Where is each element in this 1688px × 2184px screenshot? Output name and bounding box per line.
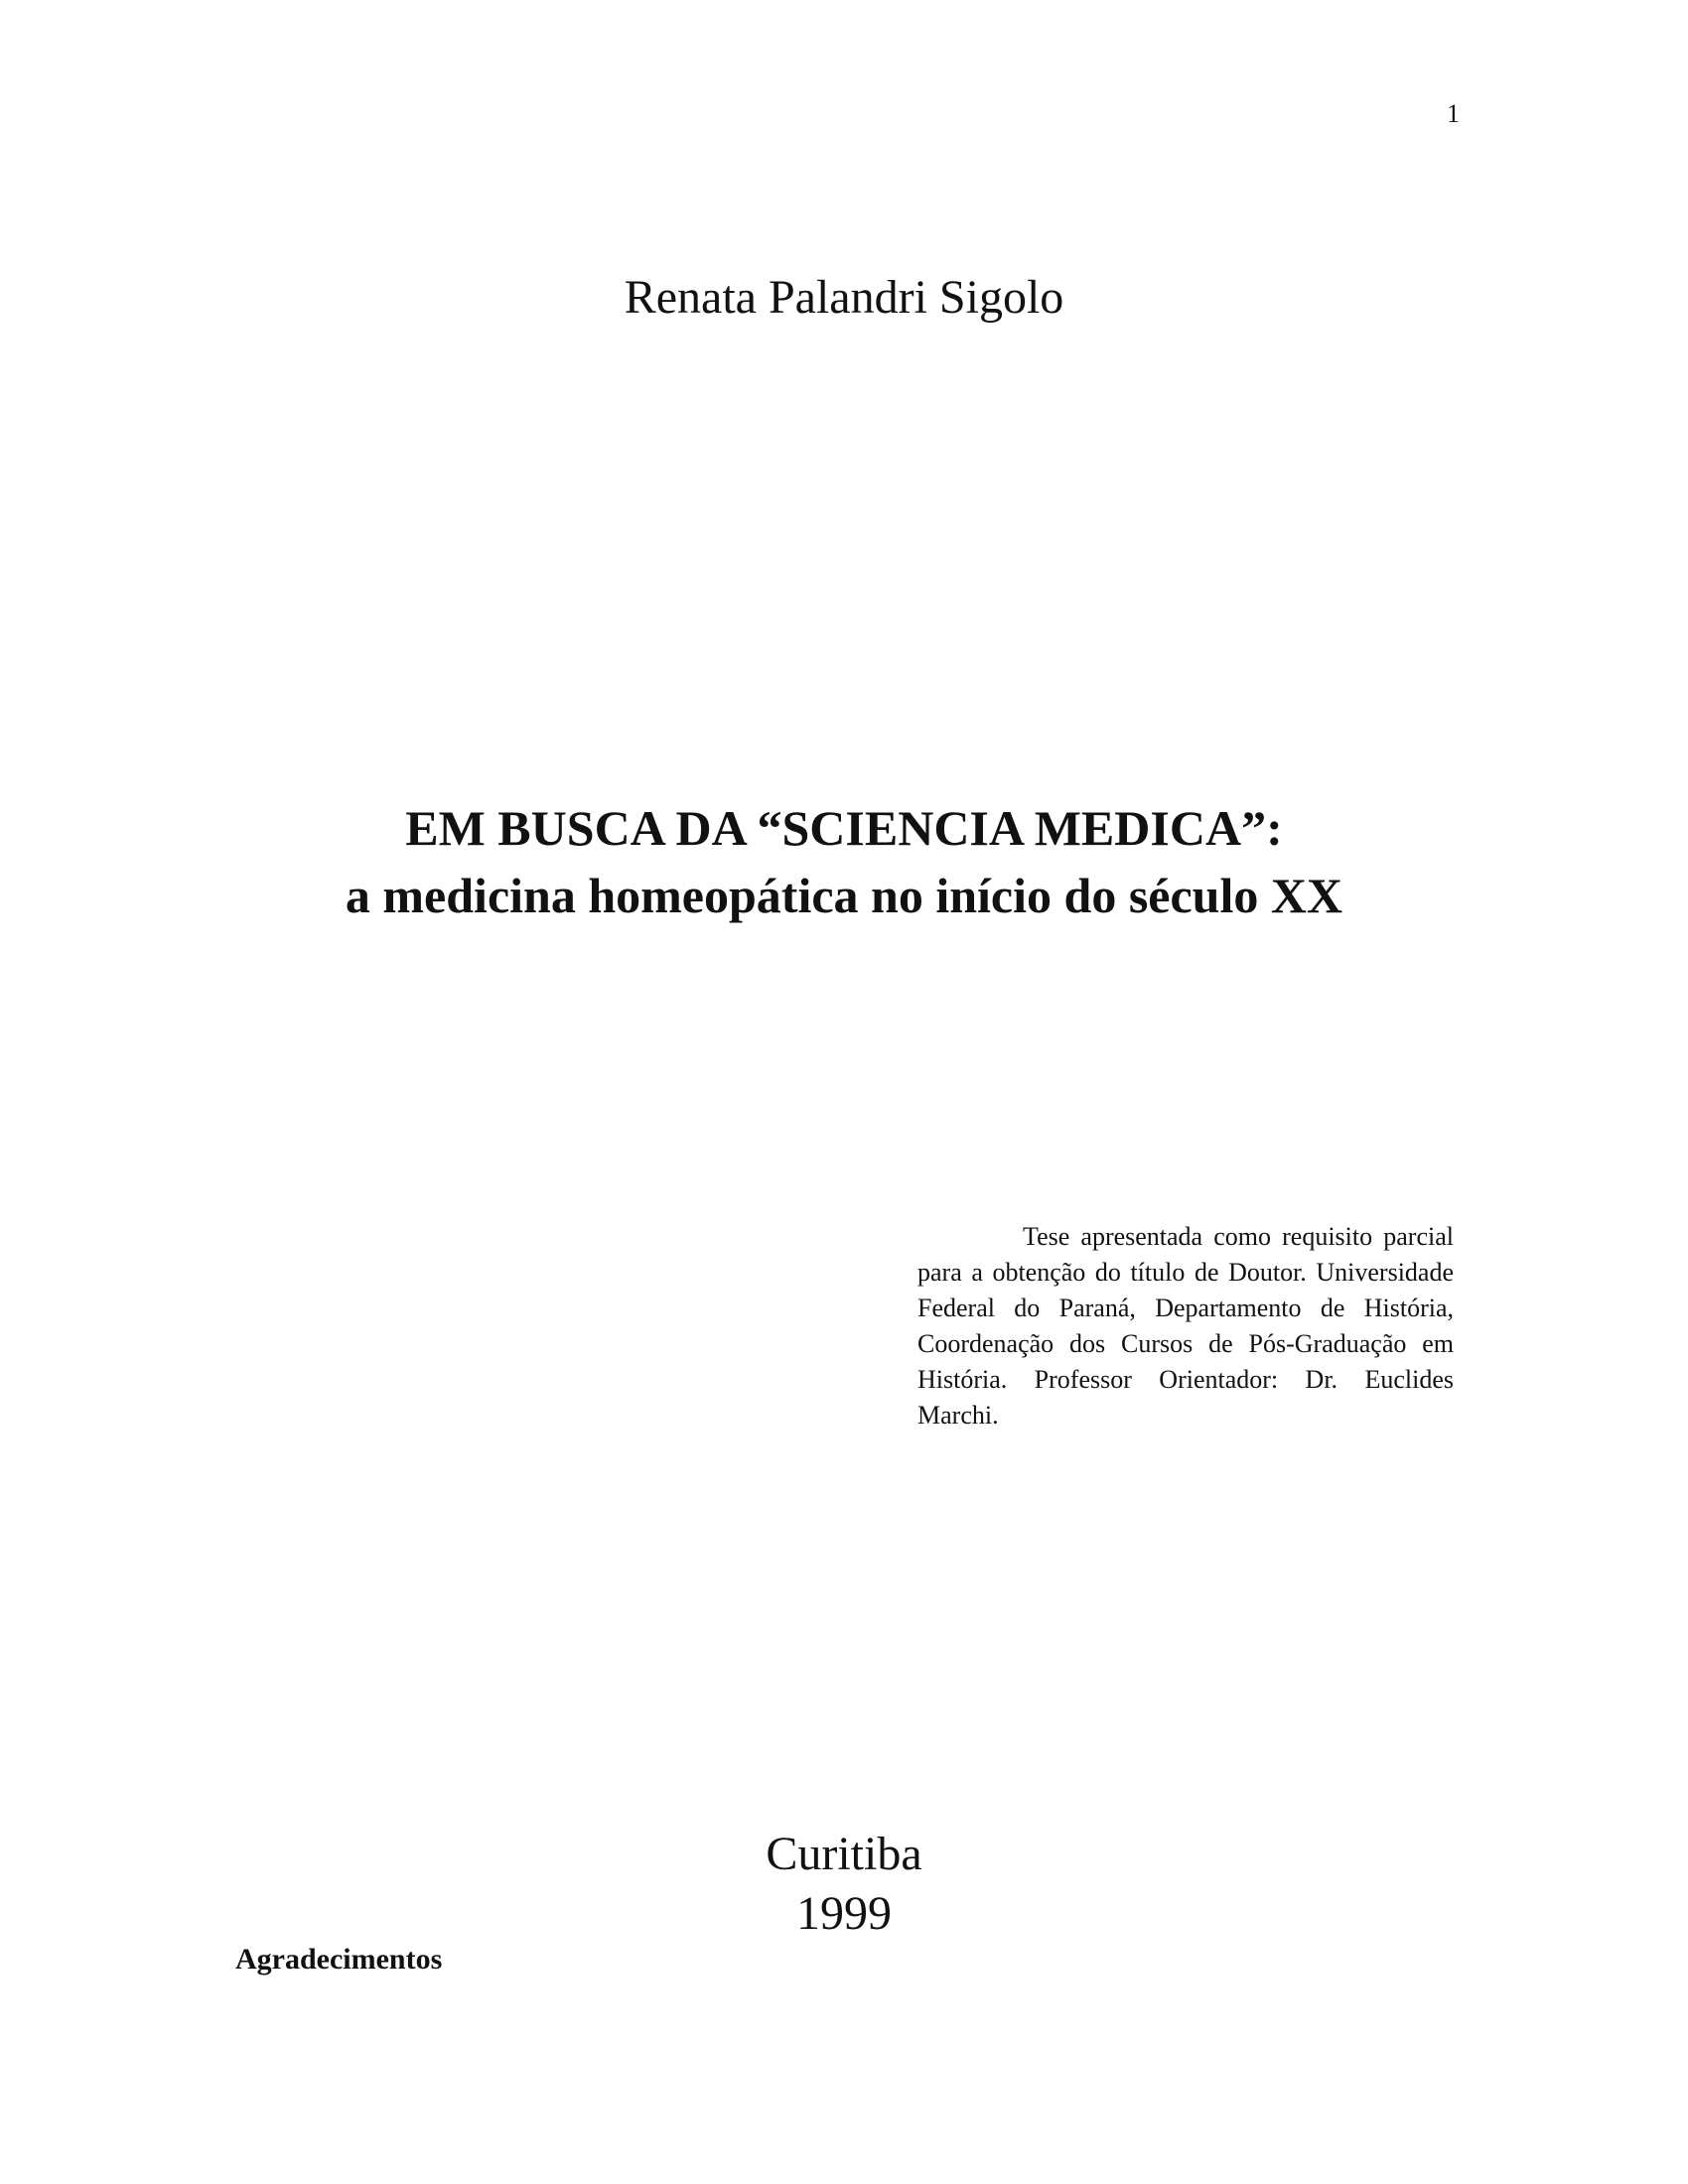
thesis-statement: Tese apresentada como requisito parcial para a obtenção do título de Doutor. Universidade Federal do Paraná, Departamento de História, Coordenação dos Cursos de Pós-Graduação em História. Professor Orientador: Dr. Euclides Marchi. <box>917 1222 1454 1430</box>
year: 1999 <box>796 1887 892 1940</box>
city: Curitiba <box>766 1828 922 1880</box>
title-main: EM BUSCA DA “SCIENCIA MEDICA”: <box>405 800 1283 856</box>
acknowledgments-heading: Agradecimentos <box>235 1943 443 1976</box>
thesis-title <box>0 794 1688 929</box>
title-subtitle: a medicina homeopática no início do século XX <box>345 868 1343 923</box>
page-number: 1 <box>1447 99 1460 128</box>
author-name: Renata Palandri Sigolo <box>624 271 1064 324</box>
